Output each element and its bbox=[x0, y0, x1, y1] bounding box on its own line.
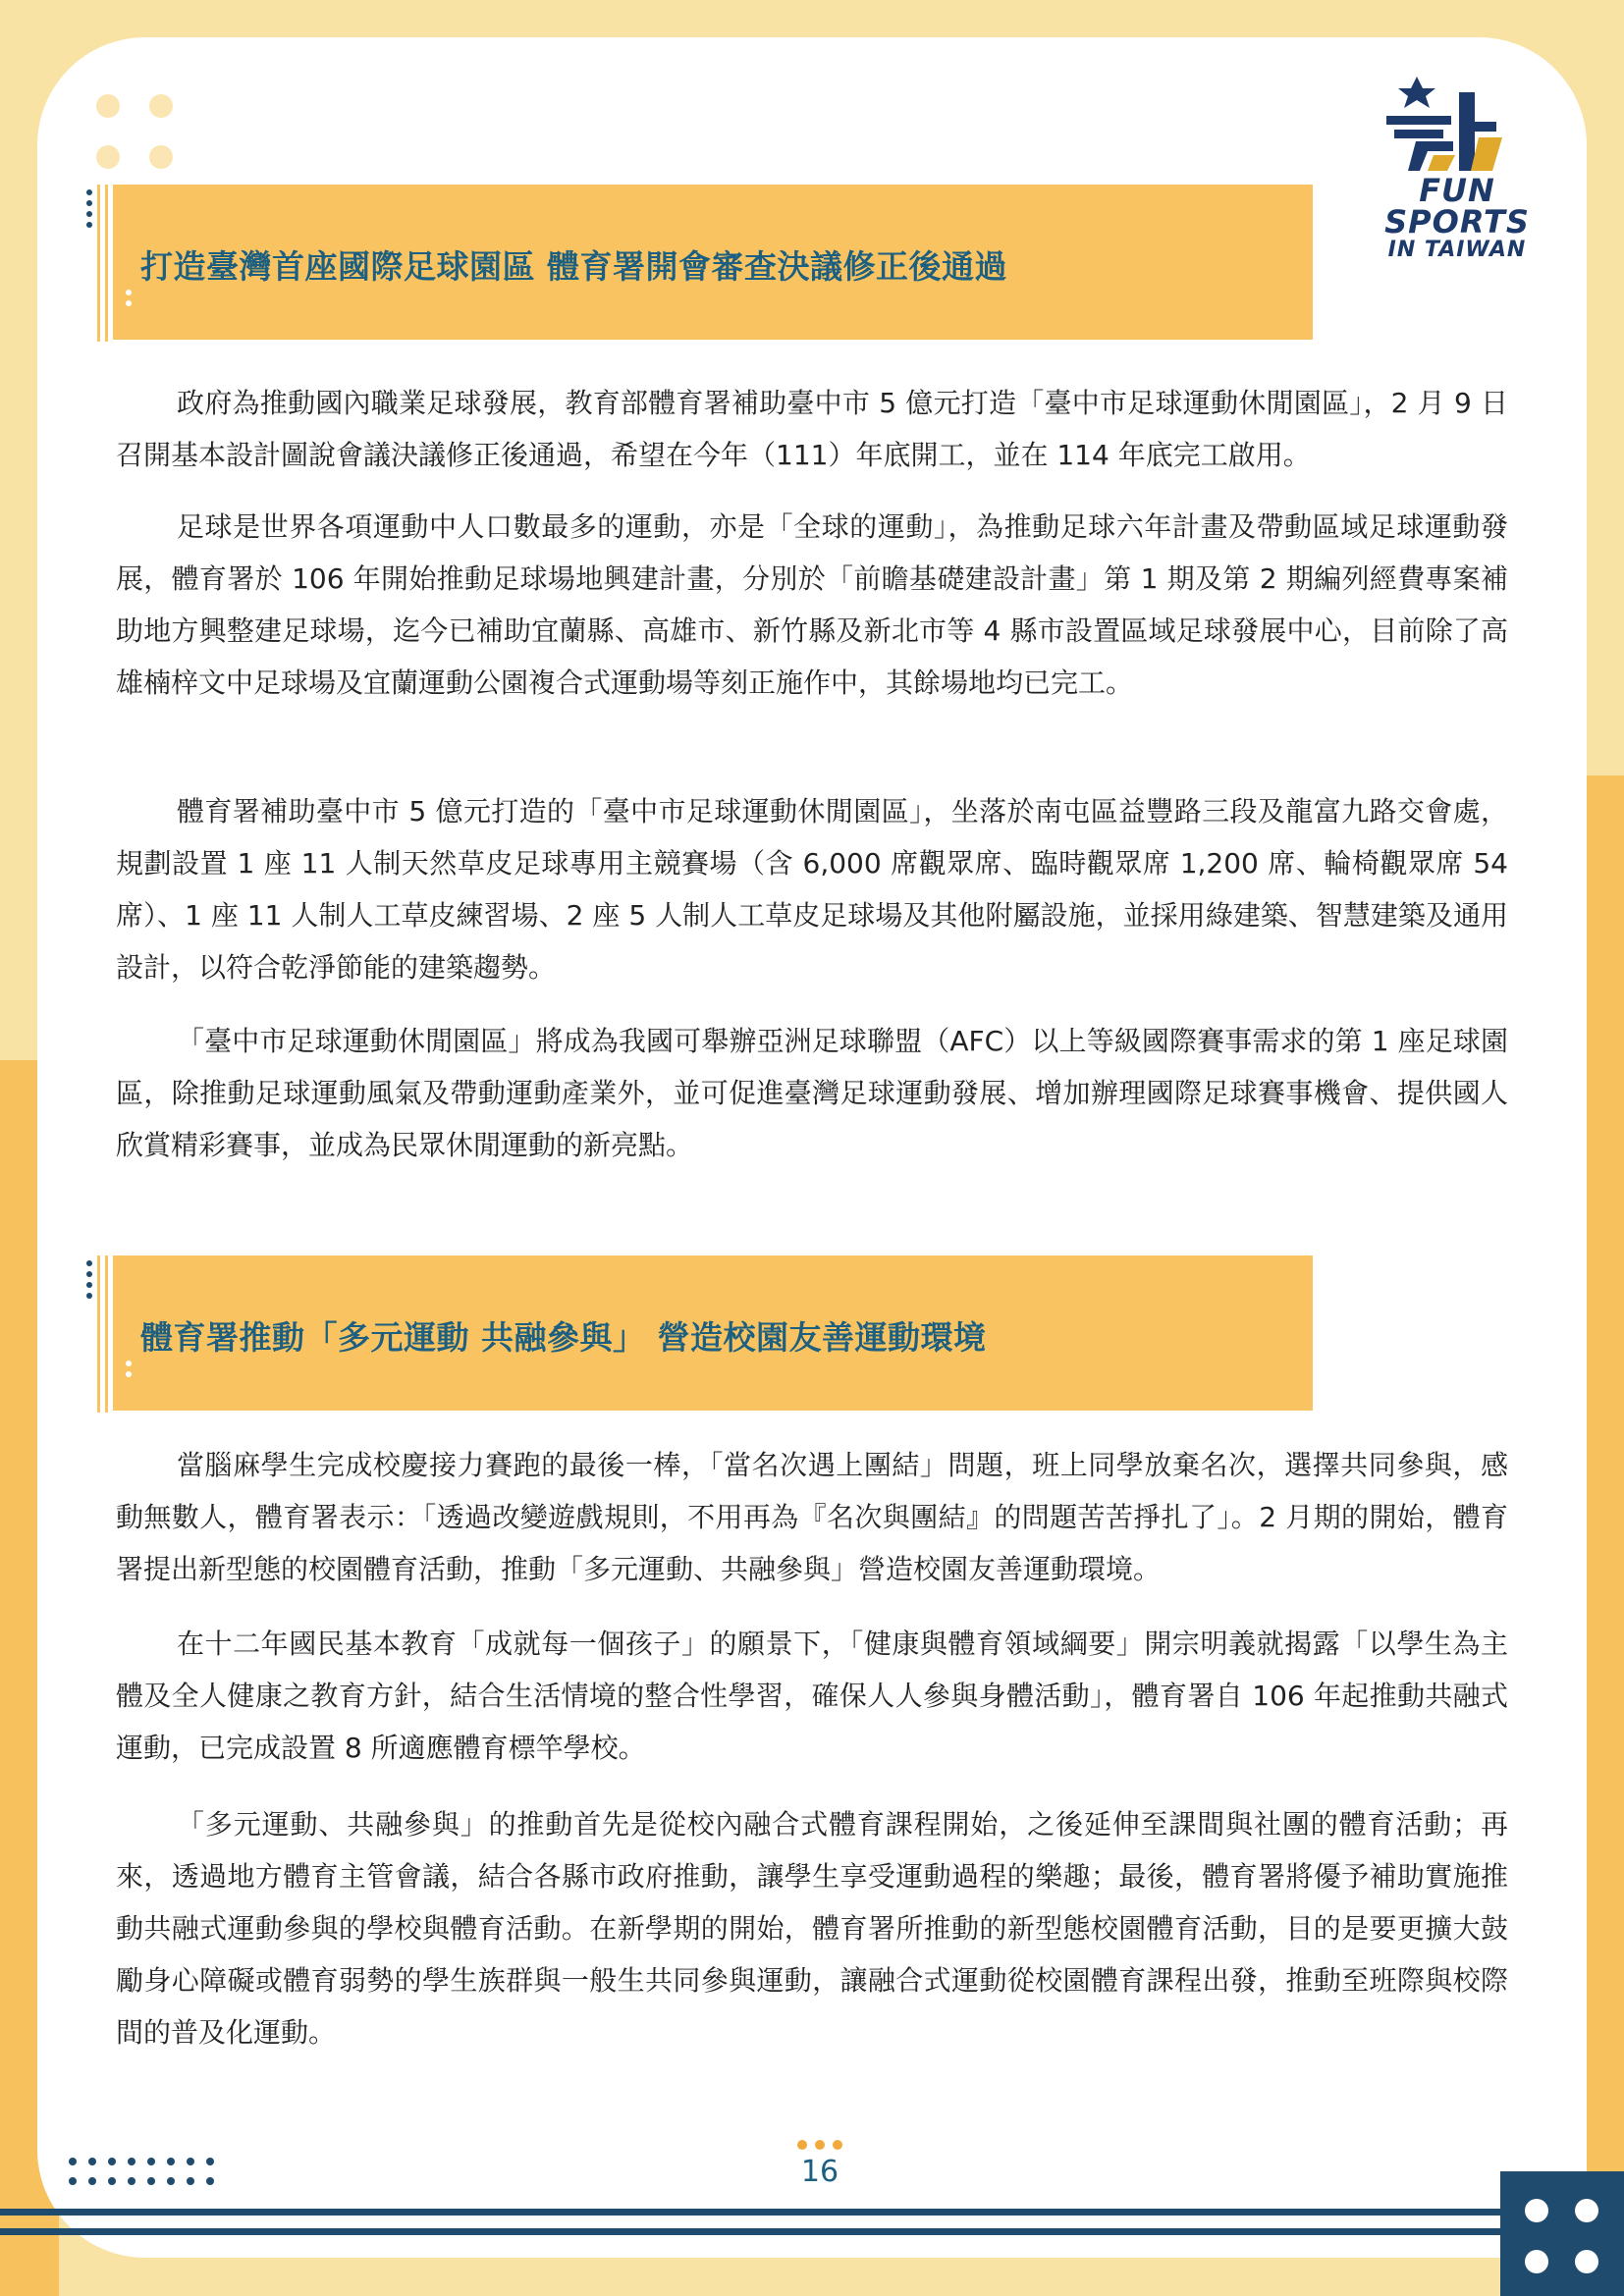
section-title: 打造臺灣首座國際足球園區 體育署開會審查決議修正後通過 bbox=[140, 247, 1007, 286]
title-accent-line bbox=[105, 185, 108, 342]
footer-stripe bbox=[0, 2209, 1500, 2216]
paragraph: 體育署補助臺中市 5 億元打造的「臺中市足球運動休閒園區」，坐落於南屯區益豐路三段及龍富九路交會處，規劃設置 1 座 11 人制天然草皮足球專用主競賽場（含 6,000 席觀眾席、臨時觀眾席 1,200 席、輪椅觀眾席 54 席）、1 座 11 人制人工草皮練習場、2 座 5 人制人工草皮足球場及其他附屬設施，並採用綠建築、智慧建築及通用設計，以符合乾淨節能的建築趨勢。 bbox=[116, 795, 1508, 984]
title-bar-dots bbox=[126, 290, 132, 311]
paragraph: 足球是世界各項運動中人口數最多的運動，亦是「全球的運動」，為推動足球六年計畫及帶動區域足球運動發展，體育署於 106 年開始推動足球場地興建計畫，分別於「前瞻基礎建設計畫」第 1 期及第 2 期編列經費專案補助地方興整建足球場，迄今已補助宜蘭縣、高雄市、新竹縣及新北市等 4 縣市設置區域足球發展中心，目前除了高雄楠梓文中足球場及宜蘭運動公園複合式運動場等刻正施作中，其餘場地均已完工。 bbox=[116, 510, 1508, 699]
decor-dot bbox=[96, 94, 120, 118]
decor-dot bbox=[149, 94, 173, 118]
paragraph: 「臺中市足球運動休閒園區」將成為我國可舉辦亞洲足球聯盟（AFC）以上等級國際賽事需求的第 1 座足球園區，除推動足球運動風氣及帶動運動產業外，並可促進臺灣足球運動發展、增加辦理國際足球賽事機會、提供國人欣賞精彩賽事，並成為民眾休閒運動的新亮點。 bbox=[116, 1025, 1508, 1161]
paragraph: 「多元運動、共融參與」的推動首先是從校內融合式體育課程開始，之後延伸至課間與社團的體育活動；再來，透過地方體育主管會議，結合各縣市政府推動，讓學生享受運動過程的樂趣；最後，體育署將優予補助實施推動共融式運動參與的學校與體育活動。在新學期的開始，體育署所推動的新型態校園體育活動，目的是要更擴大鼓勵身心障礙或體育弱勢的學生族群與一般生共同參與運動，讓融合式運動從校園體育課程出發，推動至班際與校際間的普及化運動。 bbox=[116, 1808, 1508, 2049]
corner-decor bbox=[1500, 2171, 1624, 2296]
title-accent-line bbox=[105, 1255, 108, 1413]
footer-stripe bbox=[0, 2228, 1500, 2235]
logo-line1: FUN SPORTS bbox=[1384, 172, 1530, 240]
footer-dots bbox=[69, 2158, 226, 2193]
decor-dot bbox=[96, 145, 120, 169]
logo-text bbox=[1349, 172, 1565, 262]
paragraph: 在十二年國民基本教育「成就每一個孩子」的願景下，「健康與體育領域綱要」開宗明義就揭露「以學生為主體及全人健康之教育方針，結合生活情境的整合性學習，確保人人參與身體活動」，體育署自 106 年起推動共融式運動，已完成設置 8 所適應體育標竿學校。 bbox=[116, 1628, 1508, 1764]
paragraph: 政府為推動國內職業足球發展，教育部體育署補助臺中市 5 億元打造「臺中市足球運動休閒園區」，2 月 9 日召開基本設計圖說會議決議修正後通過，希望在今年（111）年底開工，並在 114 年底完工啟用。 bbox=[116, 387, 1508, 471]
title-accent-line bbox=[97, 1255, 100, 1413]
page-number: 16 bbox=[800, 2155, 839, 2189]
section-title: 體育署推動「多元運動 共融參與」 營造校園友善運動環境 bbox=[140, 1318, 987, 1357]
title-accent-line bbox=[97, 185, 100, 342]
title-dots bbox=[86, 1260, 92, 1304]
logo-line2: IN TAIWAN bbox=[1387, 238, 1527, 262]
decor-dot bbox=[149, 145, 173, 169]
title-bar-dots bbox=[126, 1361, 132, 1382]
paragraph: 當腦麻學生完成校慶接力賽跑的最後一棒，「當名次遇上團結」問題，班上同學放棄名次，選擇共同參與，感動無數人，體育署表示：「透過改變遊戲規則，不用再為『名次與團結』的問題苦苦掙扎了」。2 月期的開始，體育署提出新型態的校園體育活動，推動「多元運動、共融參與」營造校園友善運動環境。 bbox=[116, 1449, 1508, 1585]
title-dots bbox=[86, 189, 92, 233]
